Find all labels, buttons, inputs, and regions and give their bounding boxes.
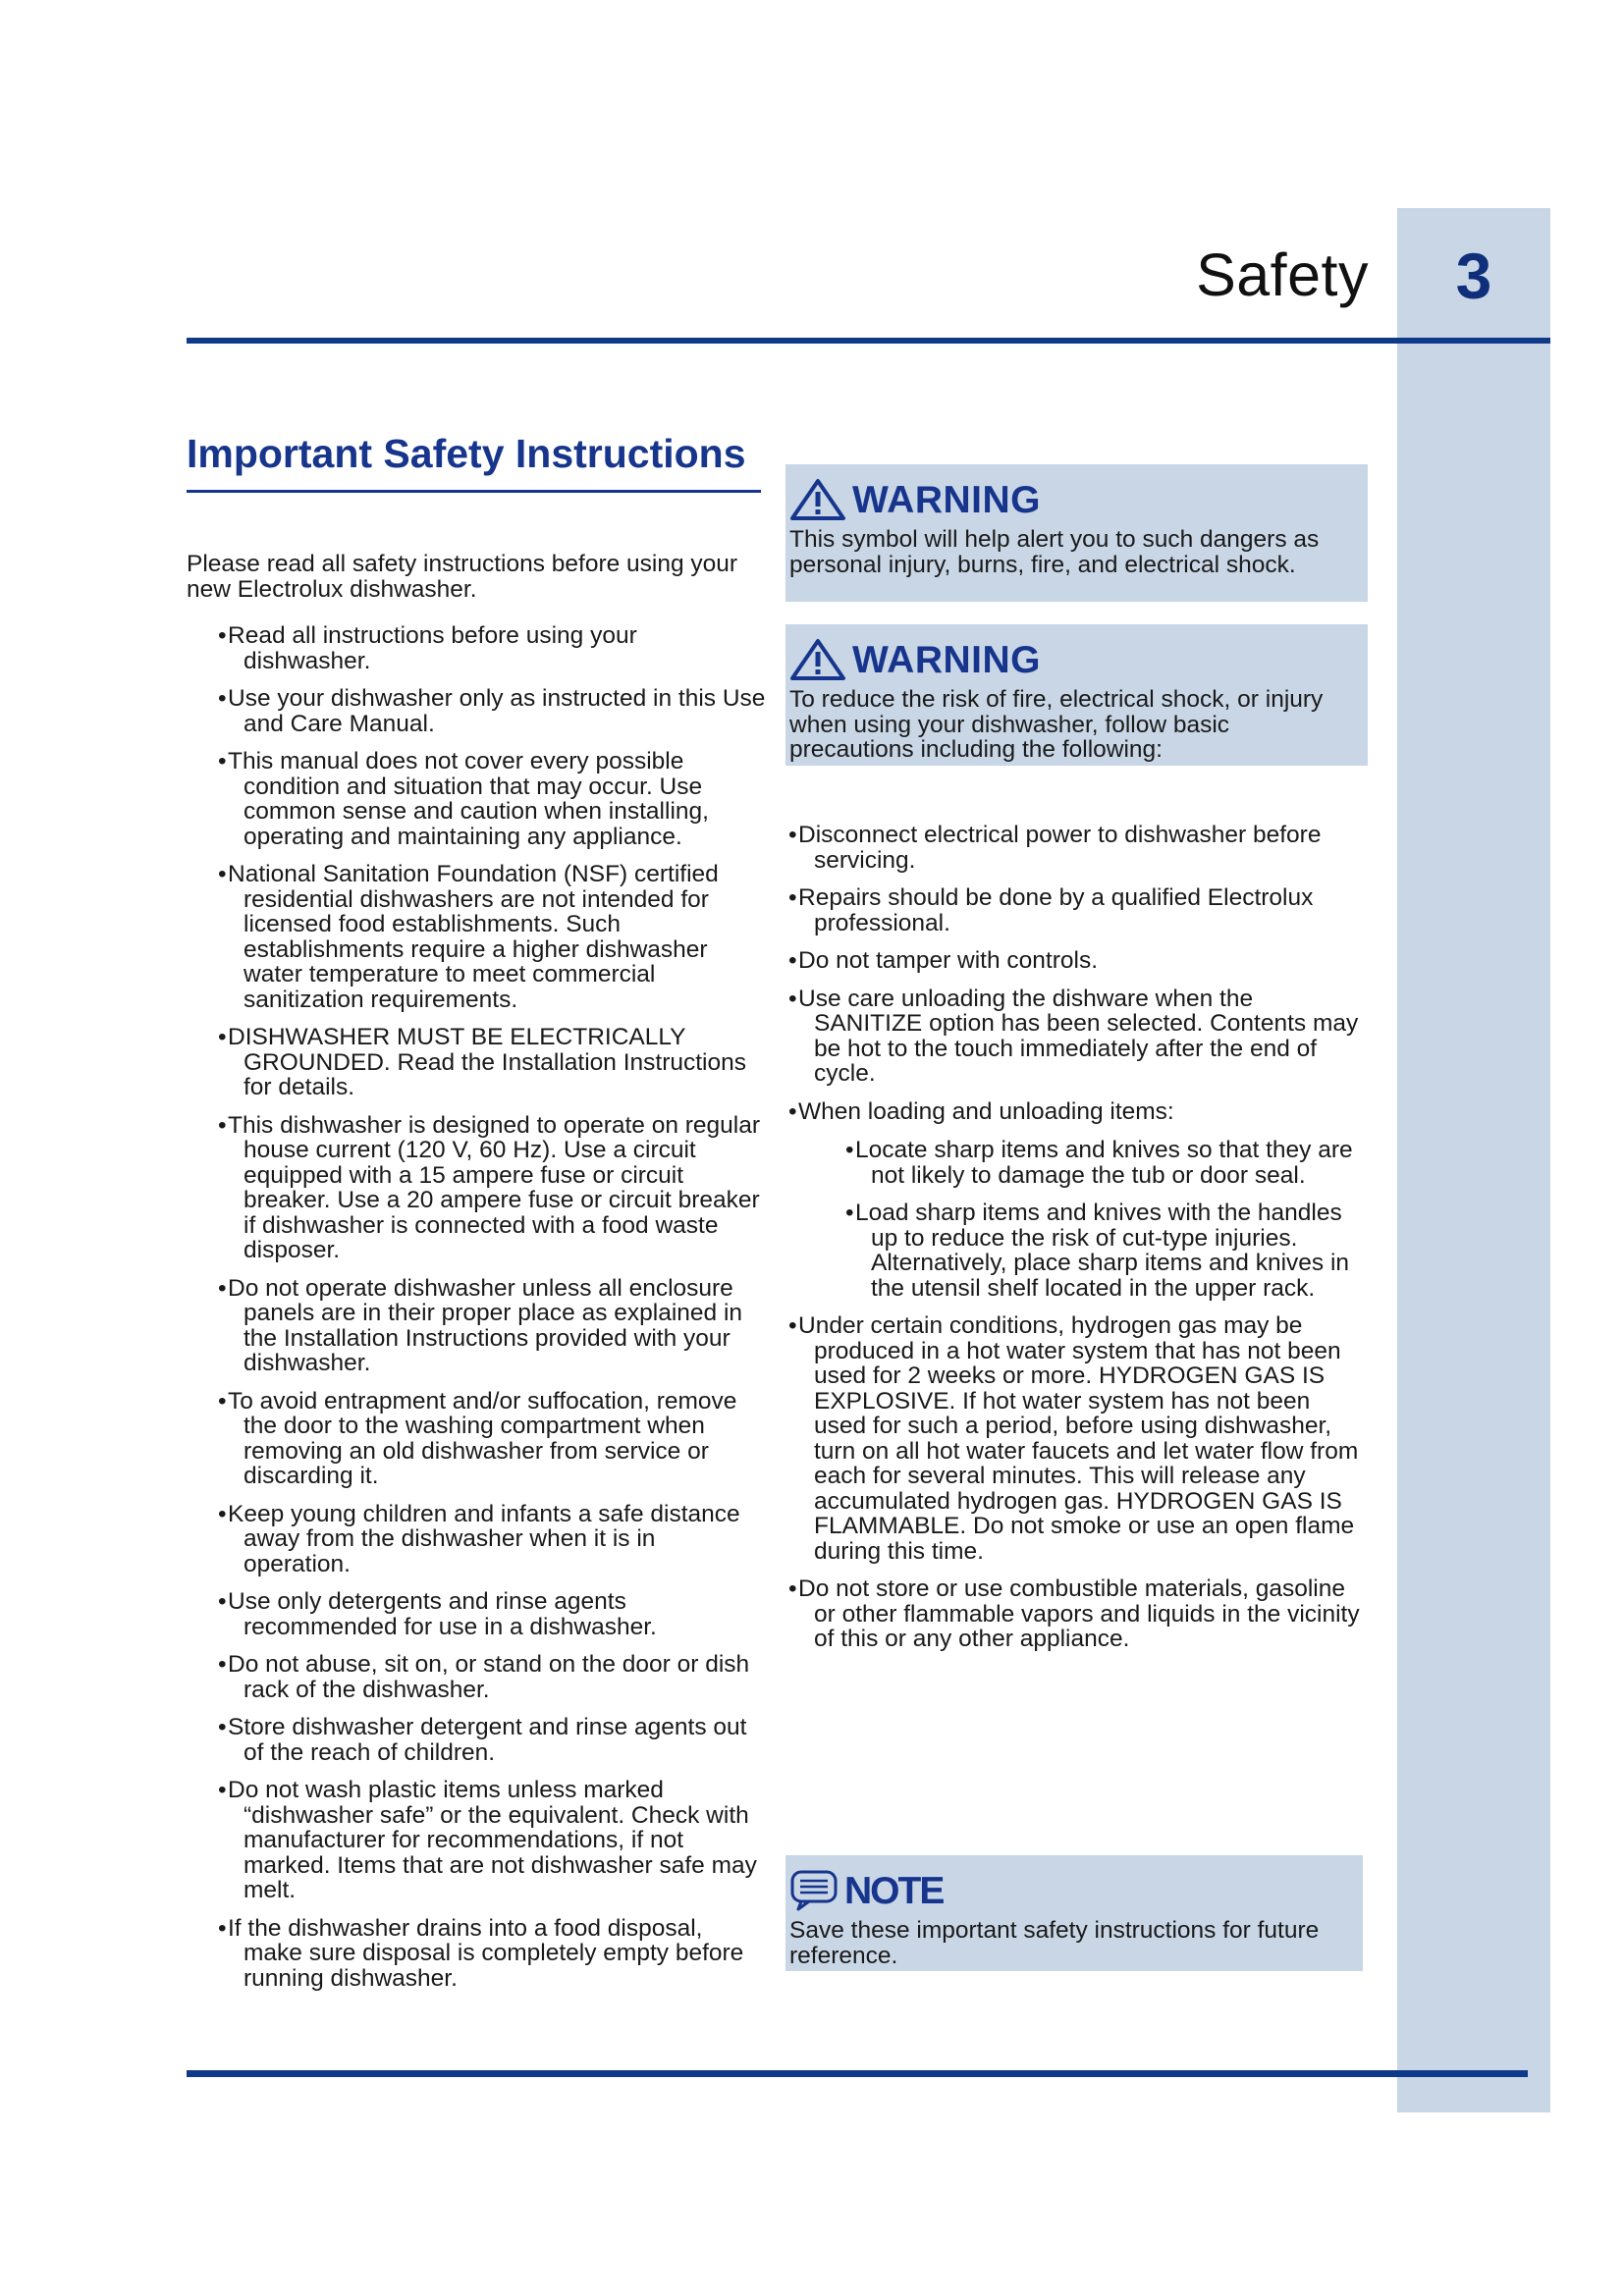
- warning-triangle-icon: [789, 638, 852, 681]
- right-column: [788, 823, 1368, 1665]
- warning-text: To reduce the risk of fire, electrical shock, or injury when using your dishwasher, follow basic precautions including the following:: [789, 686, 1324, 763]
- sub-bullet-list: [814, 1138, 1368, 1301]
- note-speech-bubble-icon: [789, 1869, 844, 1912]
- warning-title: WARNING: [852, 478, 1041, 521]
- left-column: [187, 552, 766, 2003]
- list-item-text: When loading and unloading items:: [798, 1097, 1174, 1125]
- right-bullet-list: [788, 823, 1368, 1652]
- list-item: • This manual does not cover every possible condition and situation that may occur. Use common sense and caution when installing, operating and maintaining any appliance.: [218, 749, 766, 849]
- warning-header: [789, 478, 1360, 521]
- section-title: Safety: [1196, 241, 1369, 308]
- warning-box-precautions: [785, 624, 1368, 766]
- warning-title: WARNING: [852, 638, 1041, 681]
- header-rule: [187, 338, 1550, 344]
- intro-text: Please read all safety instructions before using your new Electrolux dishwasher.: [187, 551, 738, 603]
- note-header: [789, 1869, 1355, 1912]
- list-item: • National Sanitation Foundation (NSF) certified residential dishwashers are not intended for licensed food establishments. Such establishments require a higher dishwasher water temperature to meet commercial sanitization requirements.: [218, 862, 766, 1012]
- page-number: 3: [1455, 240, 1492, 312]
- warning-header: [789, 638, 1360, 681]
- list-item: [788, 1099, 1368, 1302]
- list-item: • Store dishwasher detergent and rinse agents out of the reach of children.: [218, 1715, 766, 1765]
- warning-box-symbol: [785, 464, 1368, 602]
- note-box: [785, 1855, 1363, 1971]
- list-item: • Use care unloading the dishware when the SANITIZE option has been selected. Contents may be hot to the touch immediately after the end of cycle.: [788, 987, 1368, 1087]
- sub-list-item: • Locate sharp items and knives so that they are not likely to damage the tub or door seal.: [845, 1138, 1368, 1188]
- list-item: • Do not operate dishwasher unless all enclosure panels are in their proper place as explained in the Installation Instructions provided with your dishwasher.: [218, 1276, 766, 1376]
- list-item: • Disconnect electrical power to dishwasher before servicing.: [788, 823, 1368, 873]
- list-item: • DISHWASHER MUST BE ELECTRICALLY GROUNDED. Read the Installation Instructions for details.: [218, 1025, 766, 1100]
- list-item: • Do not abuse, sit on, or stand on the door or dish rack of the dishwasher.: [218, 1652, 766, 1702]
- warning-text: This symbol will help alert you to such dangers as personal injury, burns, fire, and electrical shock.: [789, 526, 1320, 578]
- sub-list-item: • Load sharp items and knives with the handles up to reduce the risk of cut-type injuries. Alternatively, place sharp items and knives in the utensil shelf located in the upper rack.: [845, 1201, 1368, 1301]
- main-heading: Important Safety Instructions: [187, 432, 761, 493]
- list-item: • Do not wash plastic items unless marked “dishwasher safe” or the equivalent. Check with manufacturer for recommendations, if not marked. Items that are not dishwasher safe may melt.: [218, 1778, 766, 1903]
- list-item: • Under certain conditions, hydrogen gas may be produced in a hot water system that has not been used for 2 weeks or more. HYDROGEN GAS IS EXPLOSIVE. If hot water system has not been used for such a period, before using dishwasher, turn on all hot water faucets and let water flow from each for several minutes. This will release any accumulated hydrogen gas. HYDROGEN GAS IS FLAMMABLE. Do not smoke or use an open flame during this time.: [788, 1313, 1368, 1564]
- list-item: • Keep young children and infants a safe distance away from the dishwasher when it is in operation.: [218, 1502, 766, 1577]
- list-item: • Do not store or use combustible materials, gasoline or other flammable vapors and liquids in the vicinity of this or any other appliance.: [788, 1576, 1368, 1652]
- warning-triangle-icon: [789, 478, 852, 521]
- note-title: NOTE: [844, 1869, 944, 1912]
- list-item: • Use your dishwasher only as instructed in this Use and Care Manual.: [218, 686, 766, 736]
- note-text: Save these important safety instructions for future reference.: [789, 1917, 1320, 1969]
- list-item: • To avoid entrapment and/or suffocation, remove the door to the washing compartment when removing an old dishwasher from service or discarding it.: [218, 1389, 766, 1489]
- list-item: • Use only detergents and rinse agents recommended for use in a dishwasher.: [218, 1589, 766, 1639]
- list-item: • Do not tamper with controls.: [788, 948, 1368, 974]
- list-item: • Read all instructions before using your dishwasher.: [218, 623, 766, 673]
- list-item: • If the dishwasher drains into a food disposal, make sure disposal is completely empty before running dishwasher.: [218, 1916, 766, 1992]
- footer-rule: [187, 2070, 1528, 2077]
- list-item: • Repairs should be done by a qualified Electrolux professional.: [788, 885, 1368, 935]
- left-bullet-list: [187, 623, 766, 1991]
- side-tab: [1397, 208, 1550, 2112]
- list-item: • This dishwasher is designed to operate on regular house current (120 V, 60 Hz). Use a circuit equipped with a 15 ampere fuse or circuit breaker. Use a 20 ampere fuse or circuit breaker if dishwasher is connected with a food waste disposer.: [218, 1113, 766, 1263]
